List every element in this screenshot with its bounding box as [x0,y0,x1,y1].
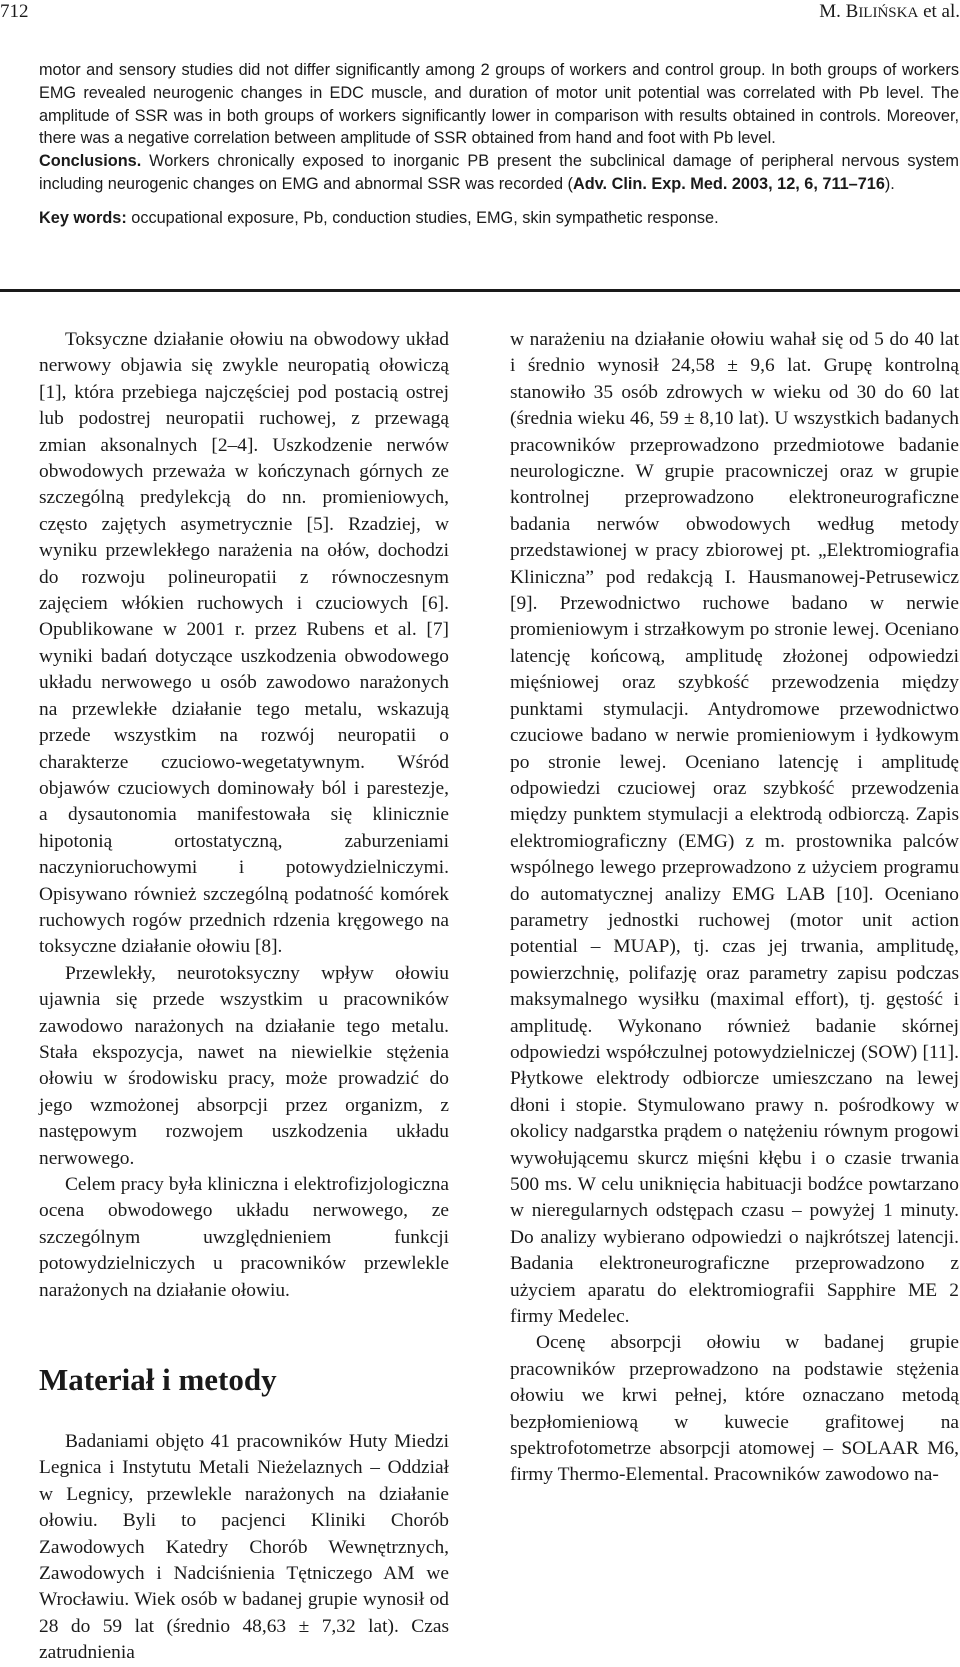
author-initial: M. B [819,1,859,22]
abstract-block [39,59,959,230]
results-text: motor and sensory studies did not differ significantly among 2 groups of workers and control group. In both groups of workers EMG revealed neurogenic changes in EDC muscle, and duration of motor unit potential was correlated with Pb level. The amplitude of SSR was in both groups of workers significantly lower in comparison with results obtained in controls. Moreover, there was a negative correlation between amplitude of SSR obtained from hand and foot with Pb level. [39,61,959,148]
conclusions-label: Conclusions. [39,152,142,171]
author-suffix: et al. [918,1,960,22]
running-author [819,1,960,23]
right-column [510,327,959,1489]
intro-paragraph-1: Toksyczne działanie ołowiu na obwodowy układ nerwowy objawia się zwykle neuropatią ołowiczą [1], która przebiega najczęściej pod postacią ostrej lub podostrej neuropatii ruchowej, z przewagą zmian aksonalnych [2–4]. Uszkodzenie nerwów obwodowych przeważa w kończynach górnych ze szczególną predylekcją do nn. promieniowych, często zajętych asymetrycznie [5]. Rzadziej, w wyniku przewlekłego narażenia na ołów, dochodzi do rozwoju polineuropatii z równoczesnym zajęciem włókien ruchowych i czuciowych [6]. Opublikowane w 2001 r. przez Rubens et al. [7] wyniki badań dotyczące uszkodzenia obwodowego układu nerwowego u osób zawodowo narażonych na przewlekłe działanie tego metalu, wskazują przede wszystkim na rozwój neuropatii o charakterze czuciowo-wegetatywnym. Wśród objawów czuciowych dominowały ból i parestezje, a dysautonomia manifestowała się klinicznie hipotonią ortostatyczną, zaburzeniami naczynioruchowymi i potowydzielniczymi. Opisywano również szczególną podatność komórek ruchowych rogów przednich rdzenia kręgowego na toksyczne działanie ołowiu [8]. [39,329,449,958]
methods-paragraph-3: Ocenę absorpcji ołowiu w badanej grupie pracowników przeprowadzono na podstawie stężenia ołowiu we krwi pełnej, które oznaczano metodą bezpłomieniową w kuwecie grafitowej na spektrofotometrze absorpcji atomowej – SOLAAR M6, firmy Thermo-Elemental. Pracowników zawodowo na- [510,1332,959,1486]
intro-paragraph-2: Przewlekły, neurotoksyczny wpływ ołowiu ujawnia się przede wszystkim u pracowników zawodowo narażonych na działanie tego metalu. Stała ekspozycja, nawet na niewielkie stężenia ołowiu w środowisku pracy, może prowadzić do jego wzmożonej absorpcji przez organizm, z następowym rozwojem uszkodzenia układu nerwowego. [39,962,449,1169]
keywords-label: Key words: [39,208,127,227]
page-number: 712 [0,1,29,22]
keywords-text: occupational exposure, Pb, conduction studies, EMG, skin sympathetic response. [126,208,719,227]
abstract-results [39,59,959,150]
author-surname: ILIŃSKA [858,5,919,21]
abstract-conclusions [39,150,959,196]
running-header [0,0,960,24]
intro-paragraph-3: Celem pracy była kliniczna i elektrofizjologiczna ocena obwodowego układu nerwowego, ze szczególnym uwzględnieniem funkcji potowydzielniczych u pracowników przewlekle narażonych na działanie ołowiu. [39,1174,449,1301]
conclusions-text: Workers chronically exposed to inorganic PB present the subclinical damage of peripheral nervous system including neurogenic changes on EMG and abnormal SSR was recorded ( [39,152,959,193]
citation: Adv. Clin. Exp. Med. 2003, 12, 6, 711–716 [572,174,885,193]
keywords [39,207,959,230]
left-column [39,327,449,1667]
citation-close: ). [884,174,895,193]
methods-paragraph-1: Badaniami objęto 41 pracowników Huty Miedzi Legnica i Instytutu Metali Nieżelaznych – Oddział w Legnicy, przewlekle narażonych na działanie ołowiu. Byli to pacjenci Kliniki Chorób Zawodowych Katedry Chorób Wewnętrznych, Zawodowych i Nadciśnienia Tętniczego AM we Wrocławiu. Wiek osób w badanej grupie wynosił od 28 do 59 lat (średnio 48,63 ± 7,32 lat). Czas zatrudnienia [39,1431,449,1664]
methods-paragraph-2: w narażeniu na działanie ołowiu wahał się od 5 do 40 lat i średnio wynosił 24,58 ± 9,6 lat. Grupę kontrolną stanowiło 35 osób zdrowych w wieku od 30 do 60 lat (średnia wieku 46, 59 ± 8,10 lat). U wszystkich badanych pracowników przeprowadzono przedmiotowe badanie neurologiczne. W grupie pracowniczej oraz w grupie kontrolnej przeprowadzono elektroneurograficzne badania nerwów obwodowych według metody przedstawionej w pracy zbiorowej pt. „Elektromiografia Kliniczna” pod redakcją I. Hausmanowej-Petrusewicz [9]. Przewodnictwo ruchowe badano w nerwie promieniowym i strzałkowym po stronie lewej. Oceniano latencję końcową, amplitudę złożonej odpowiedzi mięśniowej oraz szybkość przewodzenia między punktami stymulacji. Antydromowe przewodnictwo czuciowe badano w nerwie promieniowym i łydkowym po stronie lewej. Oceniano latencję i amplitudę odpowiedzi czuciowej oraz szybkość przewodzenia między punktem stymulacji a elektrodą odbiorczą. Zapis elektromiograficzny (EMG) z m. prostownika palców wspólnego lewego przeprowadzono z użyciem programu do automatycznej analizy EMG LAB [10]. Oceniano parametry jednostki ruchowej (motor unit action potential – MUAP), tj. czas jej trwania, amplitudę, powierzchnię, polifazję oraz parametry zapisu podczas maksymalnego wysiłku (maximal effort), tj. gęstość i amplitudę. Wykonano również badanie skórnej odpowiedzi współczulnej potowydzielniczej (SOW) [11]. Płytkowe elektrody odbiorcze umieszczano na lewej dłoni i stopie. Stymulowano prawy n. pośrodkowy w okolicy nadgarstka prądem o natężeniu równym progowi wywołującemu skurcz mięśni kłębu i o czasie trwania 500 ms. W celu uniknięcia habituacji bodźce powtarzano w nieregularnych odstępach czasu – powyżej 1 minuty. Do analizy wybierano odpowiedzi o najkrótszej latencji. Badania elektroneurograficzne przeprowadzono z użyciem aparatu do elektromiografii Sapphire ME 2 firmy Medelec. [510,329,959,1328]
section-heading-methods: Materiał i metody [39,1362,277,1398]
abstract-divider [0,289,960,292]
